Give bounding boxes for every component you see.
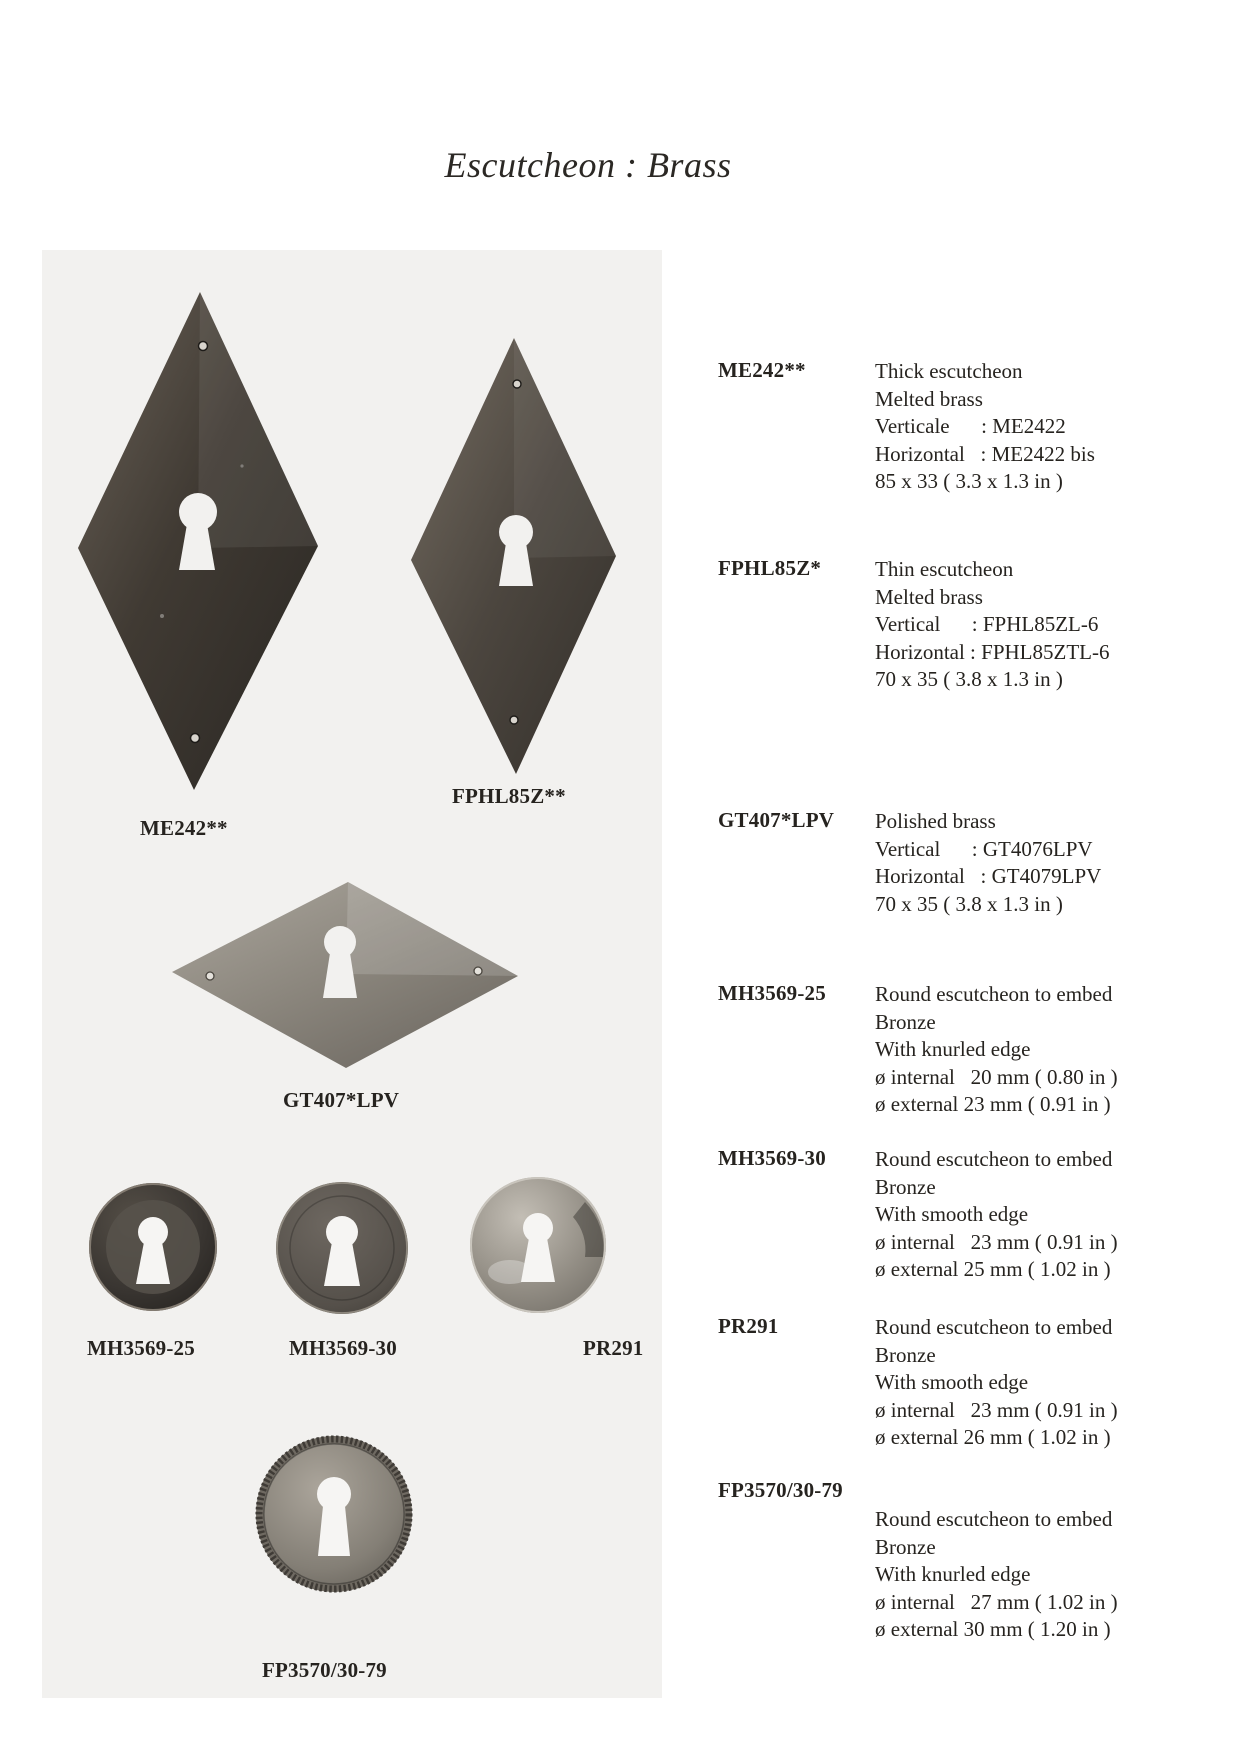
spec-line: Thick escutcheon [875, 359, 1023, 383]
spec-line: Bronze [875, 1174, 936, 1199]
fp3570-caption: FP3570/30-79 [262, 1658, 387, 1682]
mh3569-25-photo [86, 1180, 220, 1314]
fphl85z-caption: FPHL85Z** [452, 784, 566, 808]
mh3569-25-caption: MH3569-25 [87, 1336, 195, 1360]
spec-line: Bronze [875, 1534, 936, 1559]
screw-hole [513, 380, 521, 388]
me242-photo [72, 286, 322, 796]
gt407-photo [168, 878, 523, 1073]
screw-hole [206, 972, 214, 980]
spec-line: Melted brass [875, 584, 983, 609]
spec-line: Horizontal : FPHL85ZTL-6 [875, 639, 1110, 664]
screw-hole [474, 967, 482, 975]
spec-line: ø internal 20 mm ( 0.80 in ) [875, 1064, 1118, 1089]
spec-line: With knurled edge [875, 1037, 1031, 1061]
screw-hole [191, 734, 200, 743]
spec-line: Thin escutcheon [875, 557, 1014, 581]
spec-line: Bronze [875, 1342, 936, 1367]
spec-line: Vertical : FPHL85ZL-6 [875, 612, 1099, 636]
me242-caption: ME242** [140, 816, 228, 840]
spec-line: ø internal 23 mm ( 0.91 in ) [875, 1229, 1118, 1254]
spec-line: Round escutcheon to embed [875, 1147, 1113, 1171]
spec-line: Horizontal : ME2422 bis [875, 441, 1095, 466]
screw-hole [510, 716, 518, 724]
product-code: MH3569-30 [718, 1146, 826, 1170]
spec-line: ø internal 27 mm ( 1.02 in ) [875, 1589, 1118, 1614]
pr291-caption: PR291 [583, 1336, 644, 1360]
spec-line: ø external 25 mm ( 1.02 in ) [875, 1257, 1111, 1281]
spec-line: Round escutcheon to embed [875, 1315, 1113, 1339]
product-code: PR291 [718, 1314, 779, 1338]
spec-line: Vertical : GT4076LPV [875, 836, 1093, 861]
spec-line: ø external 23 mm ( 0.91 in ) [875, 1092, 1111, 1116]
product-code: ME242** [718, 358, 806, 382]
spec-line: ø external 30 mm ( 1.20 in ) [875, 1617, 1111, 1641]
mh3569-30-caption: MH3569-30 [289, 1336, 397, 1360]
product-code: FPHL85Z* [718, 556, 822, 580]
spec-line: Polished brass [875, 809, 996, 833]
fp3570-photo [252, 1432, 416, 1596]
product-code: GT407*LPV [718, 808, 835, 832]
product-code: MH3569-25 [718, 981, 826, 1005]
pr291-photo [465, 1172, 611, 1318]
spec-line: ø internal 23 mm ( 0.91 in ) [875, 1397, 1118, 1422]
spec-line: 70 x 35 ( 3.8 x 1.3 in ) [875, 891, 1063, 916]
spec-line: With knurled edge [875, 1562, 1031, 1586]
spec-line: Horizontal : GT4079LPV [875, 864, 1102, 888]
spec-line: Round escutcheon to embed [875, 982, 1113, 1006]
spec-line: 85 x 33 ( 3.3 x 1.3 in ) [875, 469, 1063, 493]
spec-line: Verticale : ME2422 [875, 414, 1066, 438]
screw-hole [199, 342, 208, 351]
spec-line: Bronze [875, 1009, 936, 1034]
product-code: FP3570/30-79 [718, 1478, 843, 1502]
spec-line: With smooth edge [875, 1202, 1029, 1226]
mh3569-30-photo [272, 1178, 412, 1318]
keyhole-cutout [317, 1477, 351, 1511]
keyhole-cutout [318, 1506, 350, 1556]
spec-line: 70 x 35 ( 3.8 x 1.3 in ) [875, 667, 1063, 691]
gt407-caption: GT407*LPV [283, 1088, 400, 1112]
spec-line: Melted brass [875, 386, 983, 411]
spec-line: Round escutcheon to embed [875, 1507, 1113, 1531]
spec-line: With smooth edge [875, 1370, 1029, 1394]
fphl85z-photo [406, 334, 621, 779]
page-title: Escutcheon : Brass [444, 145, 732, 185]
spec-line: ø external 26 mm ( 1.02 in ) [875, 1425, 1111, 1449]
